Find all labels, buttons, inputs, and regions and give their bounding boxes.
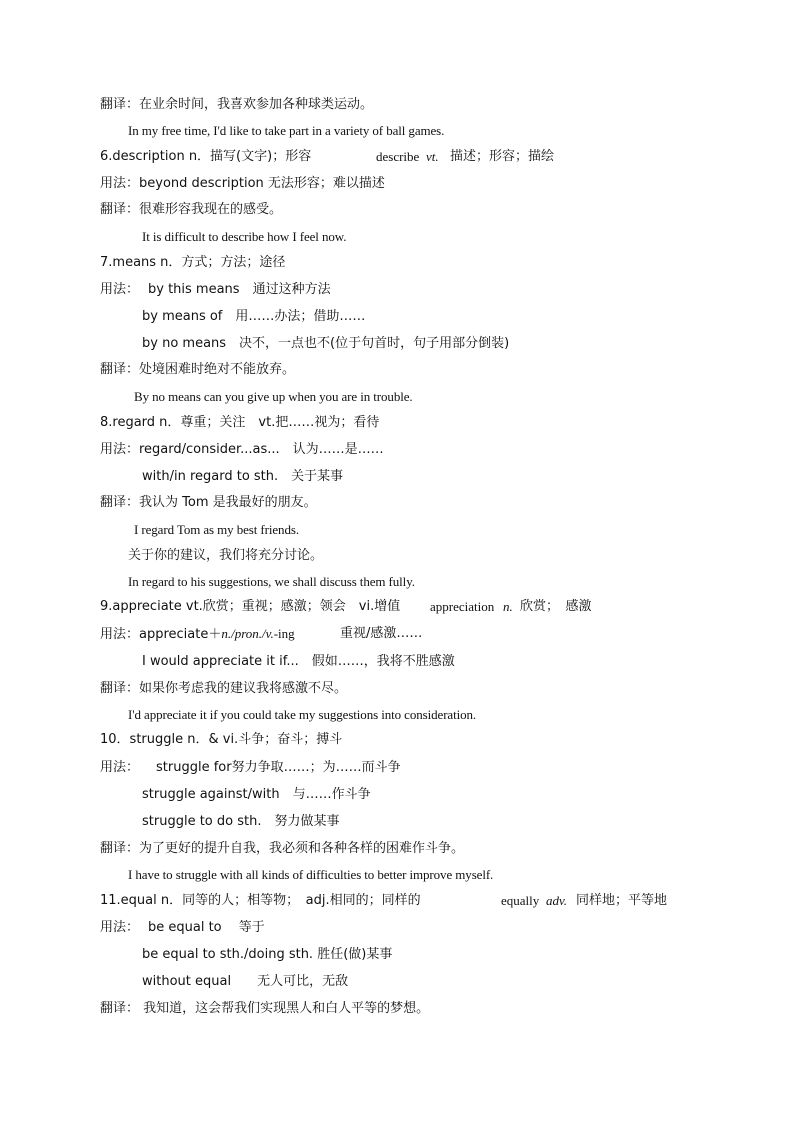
text: 翻译：很难形容我现在的感受。 (100, 202, 283, 217)
translation-line (100, 492, 317, 514)
usage-line (142, 466, 343, 488)
pattern: n./pron./v. (221, 626, 274, 641)
translation-line (100, 94, 373, 116)
usage-line (142, 811, 339, 833)
entry-means (100, 252, 285, 274)
entry-appreciate (100, 596, 592, 618)
text: 用法：beyond description 无法形容；难以描述 (100, 176, 385, 191)
headword: 6.description n．描写(文字)；形容 (100, 149, 312, 164)
usage-label: 用法：appreciate＋ (100, 627, 222, 642)
meaning: 重视/感激…… (340, 626, 423, 641)
headword: 10．struggle n．& vi.斗争；奋斗；搏斗 (100, 732, 343, 747)
text: 关于你的建议，我们将充分讨论。 (128, 548, 324, 563)
example-sentence (128, 120, 444, 142)
usage-line (100, 279, 331, 301)
phrase: without equal 无人可比，无敌 (142, 974, 349, 989)
part-of-speech: vt. (426, 149, 439, 164)
usage-line (100, 623, 423, 645)
headword: 9.appreciate vt.欣赏；重视；感激；领会 vi.增值 (100, 599, 401, 614)
phrase: by means of 用……办法；借助…… (142, 309, 366, 324)
phrase: struggle against/with 与……作斗争 (142, 787, 371, 802)
entry-description (100, 146, 555, 168)
usage-label: 用法： (100, 760, 140, 775)
usage-label: 用法： (100, 282, 140, 297)
definition: 描述；形容；描绘 (450, 149, 555, 164)
part-of-speech: n. (503, 599, 513, 614)
part-of-speech: adv. (546, 893, 568, 908)
phrase: be equal to sth./doing sth. 胜任(做)某事 (142, 947, 393, 962)
headword: 11.equal n．同等的人；相等物； adj.相同的；同样的 (100, 893, 421, 908)
text: 翻译：我认为 Tom 是我最好的朋友。 (100, 495, 317, 510)
translation-line (100, 199, 282, 221)
entry-struggle (100, 729, 342, 751)
phrase: with/in regard to sth. 关于某事 (142, 469, 344, 484)
usage-line (142, 333, 509, 355)
translation-line (100, 838, 464, 860)
headword: 7.means n．方式；方法；途径 (100, 255, 286, 270)
text: In regard to his suggestions, we shall discuss them fully. (128, 574, 415, 589)
example-sentence (128, 864, 493, 886)
usage-line (100, 173, 385, 195)
text: 翻译：如果你考虑我的建议我将感激不尽。 (100, 681, 348, 696)
usage-line (100, 757, 401, 779)
phrase: I would appreciate it if... 假如……，我将不胜感激 (142, 654, 455, 669)
text: By no means can you give up when you are in trouble. (134, 389, 413, 404)
text: I regard Tom as my best friends. (134, 522, 299, 537)
text: 翻译： 我知道，这会帮我们实现黑人和白人平等的梦想。 (100, 1001, 430, 1016)
related-word: describe (376, 149, 420, 164)
entry-equal (100, 890, 668, 912)
usage-line (142, 651, 455, 673)
translation-line (128, 545, 323, 567)
example-sentence (128, 704, 476, 726)
entry-regard (100, 412, 379, 434)
text: I have to struggle with all kinds of difficulties to better improve myself. (128, 867, 494, 882)
usage-line (142, 944, 392, 966)
usage-line (100, 439, 384, 461)
text: In my free time, I'd like to take part in a variety of ball games. (128, 123, 445, 138)
phrase: be equal to 等于 (148, 920, 265, 935)
related-word: equally (501, 893, 540, 908)
usage-line (142, 784, 371, 806)
example-sentence (134, 519, 299, 541)
usage-line (142, 306, 365, 328)
text: 用法：regard/consider...as... 认为……是…… (100, 442, 384, 457)
example-sentence (128, 571, 415, 593)
example-sentence (134, 386, 413, 408)
usage-line (100, 917, 265, 939)
related-word: appreciation (430, 599, 495, 614)
usage-label: 用法： (100, 920, 140, 935)
usage-line (142, 971, 348, 993)
phrase: struggle for努力争取……；为……而斗争 (156, 760, 401, 775)
headword: 8.regard n．尊重；关注 vt.把……视为；看待 (100, 415, 380, 430)
text: 翻译：处境困难时绝对不能放弃。 (100, 362, 296, 377)
definition: 同样地；平等地 (576, 893, 668, 908)
text: It is difficult to describe how I feel now. (142, 229, 347, 244)
pattern-suffix: -ing (273, 626, 295, 641)
text: 翻译：为了更好的提升自我，我必须和各种各样的困难作斗争。 (100, 841, 465, 856)
phrase: by no means 决不，一点也不(位于句首时，句子用部分倒装) (142, 336, 510, 351)
definition: 欣赏； 感激 (520, 599, 592, 614)
example-sentence (142, 226, 346, 248)
text: 翻译：在业余时间，我喜欢参加各种球类运动。 (100, 97, 374, 112)
phrase: struggle to do sth. 努力做某事 (142, 814, 340, 829)
translation-line (100, 359, 295, 381)
translation-line (100, 678, 347, 700)
phrase: by this means 通过这种方法 (148, 282, 331, 297)
text: I'd appreciate it if you could take my suggestions into consideration. (128, 707, 477, 722)
translation-line (100, 998, 429, 1020)
